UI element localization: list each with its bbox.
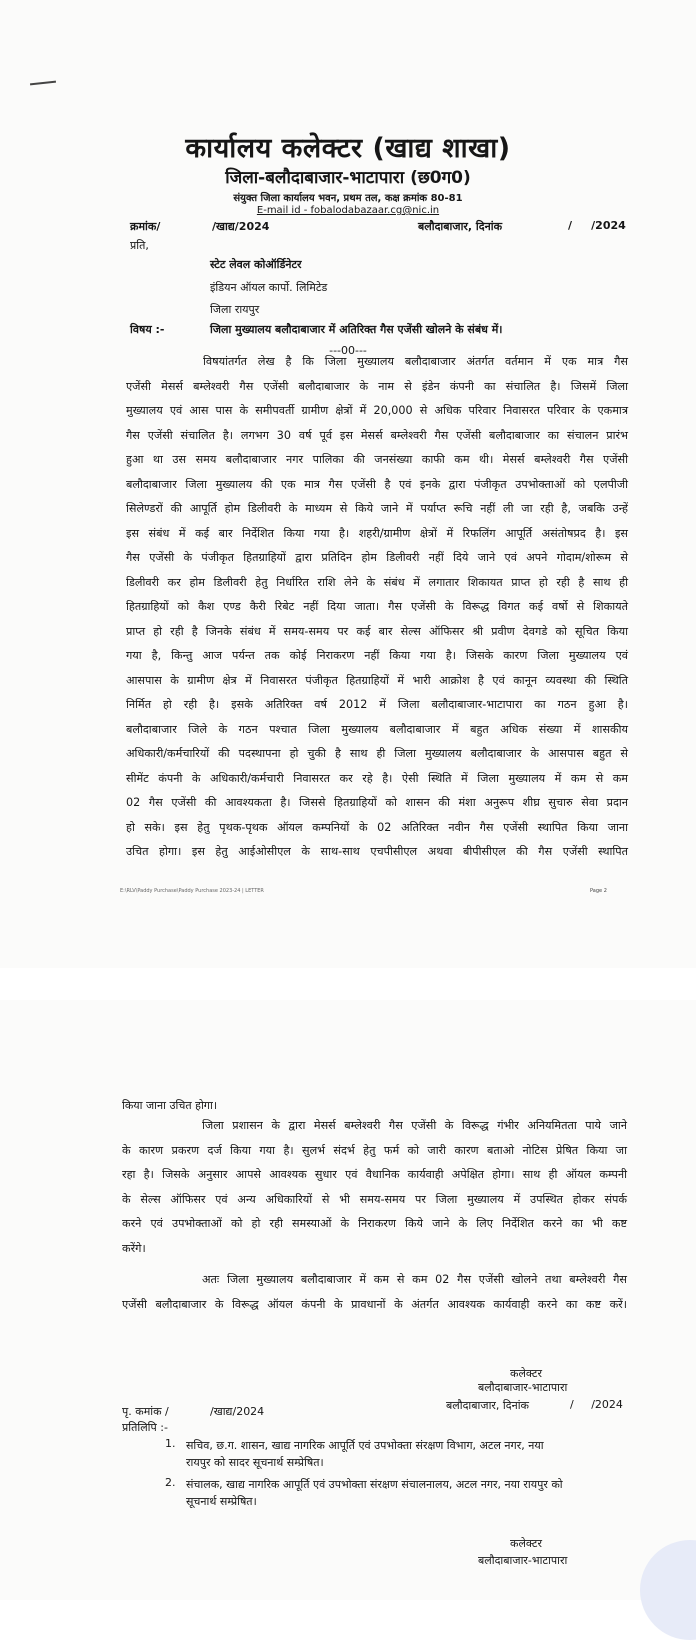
- body-line: विषयांतर्गत लेख है कि जिला मुख्यालय बलौदाबाजार अंतर्गत वर्तमान में एक मात्र गैस: [203, 355, 628, 368]
- body-line: रहा है। जिसके अनुसार आपसे आवश्यक सुधार एवं वैधानिक कार्यवाही अपेक्षित होगा। साथ ही ऑयल कम्पनी: [122, 1168, 627, 1181]
- body-line: गैस एजेंसी संचालित है। लगभग 30 वर्ष पूर्व इस मेसर्स बम्लेश्वरी गैस एजेंसी बलौदाबाजार का संचालन प्रारंभ: [126, 428, 628, 442]
- body-line: हो सके। इस हेतु पृथक-पृथक ऑयल कम्पनियों के 02 अतिरिक्त नवीन गैस एजेंसी स्थापित किया जाना: [126, 820, 628, 834]
- body-line: इस संबंध में कई बार निर्देशित किया गया है। शहरी/ग्रामीण क्षेत्रों में रिफलिंग आपूर्ति असंतोषप्रद है। इस: [126, 526, 628, 540]
- subject-text: जिला मुख्यालय बलौदाबाजार में अतिरिक्त गैस एजेंसी खोलने के संबंध में।: [210, 323, 503, 336]
- ref-place-date: बलौदाबाजार, दिनांक: [418, 220, 503, 233]
- letter-page-2: [0, 1000, 696, 1600]
- body-line: बलौदाबाजार जिला मुख्यालय की एक मात्र गैस एजेंसी है एवं इनके द्वारा पंजीकृत उपभोक्ताओं को एलपीजी: [126, 477, 628, 491]
- recipient-line-3: जिला रायपुर: [210, 303, 260, 316]
- continuation-line: किया जाना उचित होगा।: [122, 1099, 218, 1112]
- office-email: E-mail id - fobalodabazaar.cg@nic.in: [256, 205, 440, 216]
- body-line: के सेल्स ऑफिसर एवं अन्य अधिकारियों से भी समय-समय पर जिला मुख्यालय में उपस्थित होकर संपर्क: [122, 1192, 627, 1206]
- signature-title: कलेक्टर: [510, 1367, 542, 1380]
- body-line: गैस एजेंसी के पंजीकृत हितग्राहियों द्वारा प्रतिदिन होम डिलीवरी नहीं दिये जाने एवं अपने गोदाम/शोरूम से: [126, 551, 628, 564]
- ref-date-value: / /2024: [568, 219, 626, 232]
- copy-item-line: संचालक, खाद्य नागरिक आपूर्ति एवं उपभोक्ता संरक्षण संचालनालय, अटल नगर, नया रायपुर को: [186, 1478, 563, 1491]
- body-paragraph-3: [122, 1268, 627, 1317]
- body-paragraph-1: [126, 350, 628, 865]
- body-line: हुआ था उस समय बलौदाबाजार नगर पालिका की जनसंख्या काफी कम थी। मेसर्स बम्लेश्वरी गैस एजेंसी: [126, 453, 628, 466]
- signature-place: बलौदाबाजार-भाटापारा: [478, 1381, 568, 1394]
- copy-item-number: 2.: [165, 1476, 176, 1489]
- body-line: मुख्यालय एवं आस पास के समीपवर्ती ग्रामीण क्षेत्रों में 20,000 से अधिक परिवार निवासरत परिवार के एकमात्र: [126, 404, 628, 417]
- body-line: अतः जिला मुख्यालय बलौदाबाजार में कम से कम 02 गैस एजेंसी खोलने तथा बम्लेश्वरी गैस: [202, 1273, 627, 1286]
- copy-item-2: [186, 1476, 563, 1510]
- body-line: एजेंसी बलौदाबाजार के विरूद्ध ऑयल कंपनी के प्रावधानों के अंतर्गत आवश्यक कार्यवाही करने का कष्ट करें।: [122, 1297, 627, 1311]
- ref-number-label: क्रमांक/: [130, 220, 161, 233]
- signature-place: बलौदाबाजार-भाटापारा: [478, 1554, 568, 1567]
- body-line: एजेंसी मेसर्स बम्लेश्वरी गैस एजेंसी बलौदाबाजार के नाम से इंडेन कंपनी का संचालित है। जिसमें जिला: [126, 379, 628, 393]
- body-line: करेंगे।: [122, 1241, 146, 1255]
- signature-title: कलेक्टर: [510, 1537, 542, 1550]
- body-paragraph-2: [122, 1114, 627, 1261]
- copy-item-line: सूचनार्थ सम्प्रेषित।: [186, 1495, 257, 1508]
- pen-mark: [30, 81, 56, 86]
- copy-item-1: [186, 1437, 544, 1471]
- divider: ---00---: [329, 344, 367, 357]
- body-line: गया है, किन्तु आज पर्यन्त तक कोई निराकरण नहीं किया गया है। जिसके कारण जिला मुख्यालय एवं: [126, 649, 628, 662]
- body-line: हितग्राहियों को कैश एण्ड कैरी रिबेट नहीं दिया जाता। गैस एजेंसी के विरूद्ध विगत कई वर्षो से शिकायते: [126, 600, 628, 613]
- endorsement-date-value: / /2024: [570, 1398, 623, 1411]
- ref-number-value: /खाद्य/2024: [212, 220, 270, 233]
- prati-label: प्रति,: [130, 239, 149, 252]
- body-line: 02 गैस एजेंसी की आवश्यकता है। जिससे हितग्राहियों को शासन की मंशा अनुरूप शीघ्र सुचारु सेवा प्रदान: [126, 796, 628, 809]
- endorsement-place-date: बलौदाबाजार, दिनांक: [446, 1399, 530, 1412]
- footer-file-path: E:\RLV\Paddy Purchase\Paddy Purchase 2023-24 | LETTER: [120, 888, 264, 894]
- copy-item-line: सचिव, छ.ग. शासन, खाद्य नागरिक आपूर्ति एवं उपभोक्ता संरक्षण विभाग, अटल नगर, नया: [186, 1439, 544, 1452]
- body-line: उचित होगा। इस हेतु आईओसीएल के साथ-साथ एचपीसीएल अथवा बीपीसीएल की गैस एजेंसी स्थापित: [126, 845, 628, 858]
- office-title: कार्यालय कलेक्टर (खाद्य शाखा): [185, 133, 511, 164]
- district-title: जिला-बलौदाबाजार-भाटापारा (छ0ग0): [225, 168, 471, 188]
- office-address: संयुक्त जिला कार्यालय भवन, प्रथम तल, कक्ष क्रमांक 80-81: [233, 193, 463, 204]
- body-line: बलौदाबाजार जिले के गठन पश्चात जिला मुख्यालय बलौदाबाजार में बहुत अधिक संख्या में शासकीय: [126, 722, 628, 736]
- recipient-line-2: इंडियन ऑयल कार्पो. लिमिटेड: [210, 281, 328, 294]
- body-line: डिलीवरी कर होम डिलीवरी हेतु निर्धारित राशि लेने के संबंध में लगातार शिकायत प्राप्त हो रही है साथ ही: [126, 575, 628, 589]
- copy-item-number: 1.: [165, 1437, 176, 1450]
- body-line: आसपास के ग्रामीण क्षेत्र में निवासरत पंजीकृत हितग्राहियों में भारी आक्रोश है एवं कानून व्यवस्था की स्थिति: [126, 673, 628, 687]
- page-gap: [0, 968, 696, 1000]
- body-line: निर्मित हो रही है। इसके अतिरिक्त वर्ष 2012 में जिला बलौदाबाजार-भाटापारा का गठन हुआ है।: [126, 698, 628, 711]
- body-line: जिला प्रशासन के द्वारा मेसर्स बम्लेश्वरी गैस एजेंसी के विरूद्ध गंभीर अनियमितता पाये जाने: [202, 1119, 627, 1132]
- endorsement-number-value: /खाद्य/2024: [210, 1405, 265, 1418]
- body-line: करने एवं उपभोक्ताओं को हो रही समस्याओं के निराकरण किये जाने के लिए निर्देशित करने का भी कष्ट: [122, 1217, 627, 1230]
- body-line: सीमेंट कंपनी के अधिकारी/कर्मचारी निवासरत कर रहे है। ऐसी स्थिति में जिला मुख्यालय में कम से कम: [126, 771, 628, 785]
- recipient-line-1: स्टेट लेवल कोऑर्डिनेटर: [210, 258, 302, 271]
- body-line: सिलेण्डरों की आपूर्ति होम डिलीवरी के माध्यम से किये जाने में पर्याप्त रूचि नहीं ली जा रही है, जबकि उन्हें: [126, 502, 628, 515]
- subject-label: विषय :-: [130, 323, 165, 336]
- copy-item-line: रायपुर को सादर सूचनार्थ सम्प्रेषित।: [186, 1456, 324, 1469]
- endorsement-number-label: पृ. कमांक /: [122, 1405, 169, 1418]
- body-line: के कारण प्रकरण दर्ज किया गया है। सुलर्भ संदर्भ हेतु फर्म को जारी कारण बताओ नोटिस प्रेषित किया जा: [122, 1143, 627, 1157]
- page-number: Page 2: [590, 888, 607, 894]
- body-line: अधिकारी/कर्मचारियों की पदस्थापना हो चुकी है साथ ही जिला मुख्यालय बलौदाबाजार के आसपास बहुत से: [126, 747, 628, 760]
- body-line: प्राप्त हो रही है जिनके संबंध में समय-समय पर कई बार सेल्स ऑफिसर श्री प्रवीण देवगडे को सूचित किया: [126, 624, 628, 638]
- copy-label: प्रतिलिपि :-: [122, 1421, 168, 1434]
